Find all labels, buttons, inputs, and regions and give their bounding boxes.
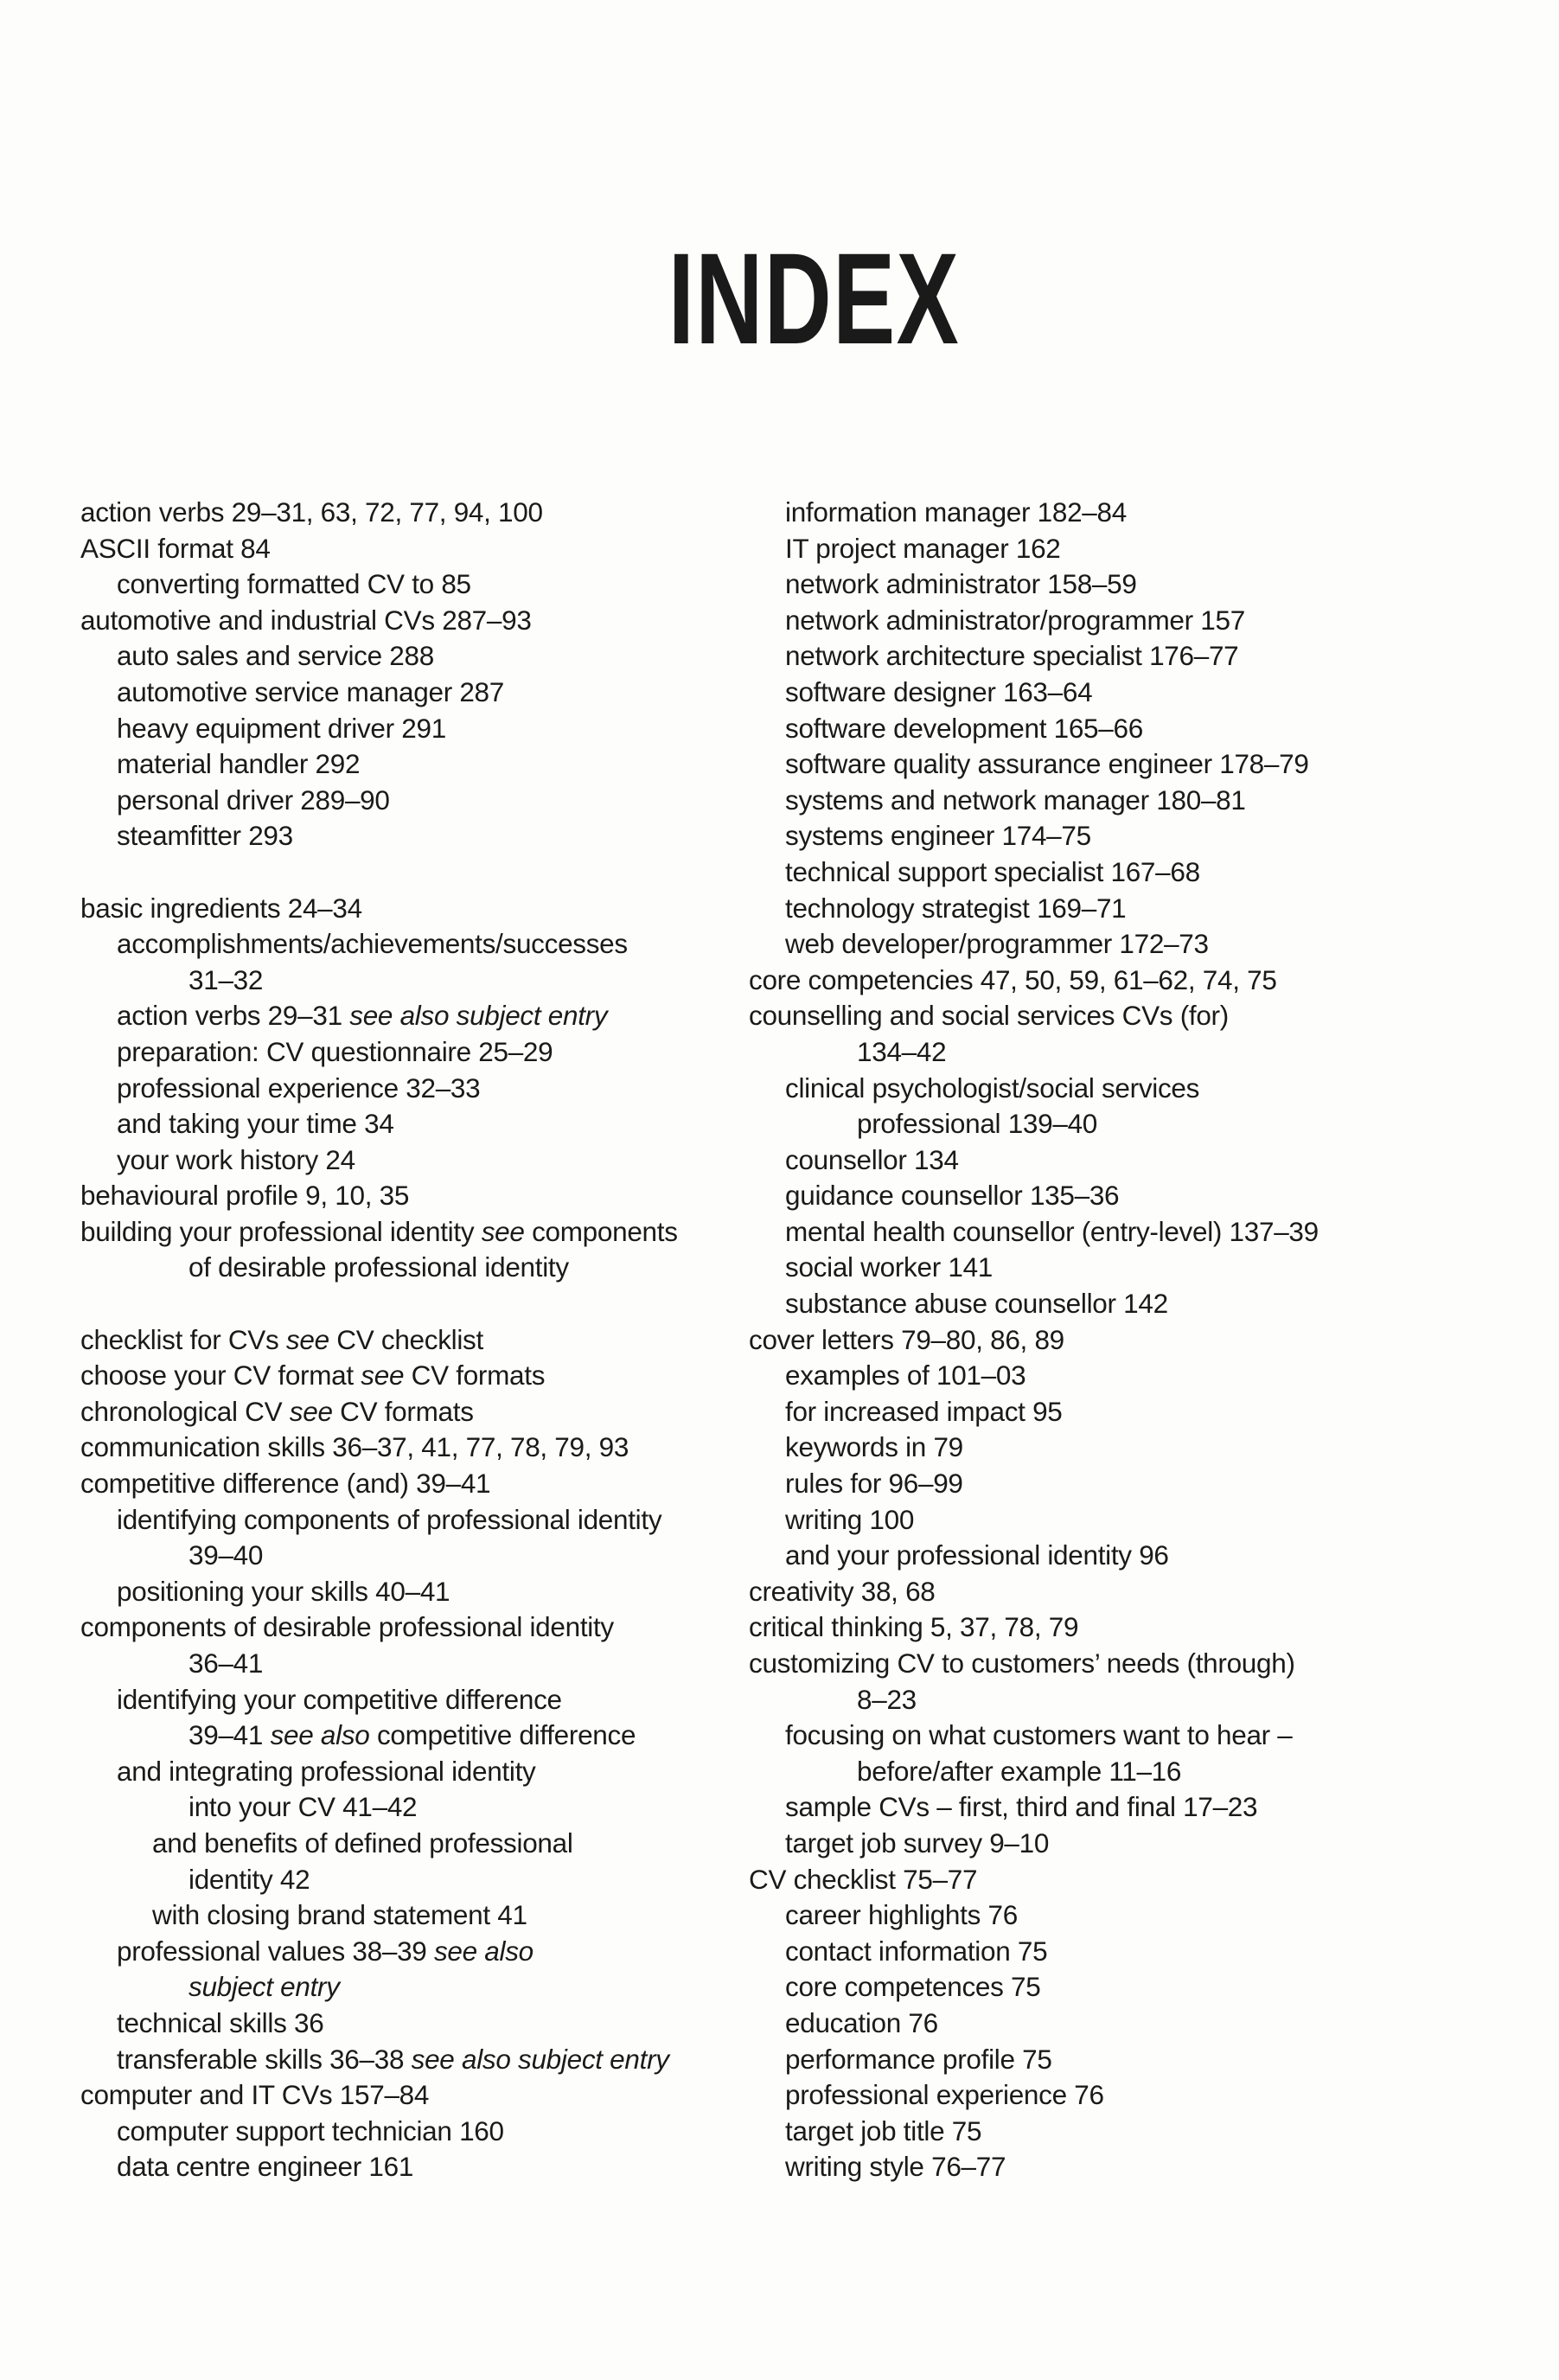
index-subentry [749, 495, 1441, 531]
index-subentry [749, 2006, 1441, 2042]
index-subentry [749, 854, 1441, 891]
entry-text: competitive difference (and) 39–41 [80, 1468, 491, 1500]
index-subentry [749, 1358, 1441, 1394]
index-subentry [80, 1789, 772, 1826]
see-reference: see [361, 1360, 405, 1392]
index-subentry [749, 1106, 1441, 1142]
entry-text: career highlights 76 [785, 1899, 1018, 1931]
entry-text: substance abuse counsellor 142 [785, 1288, 1168, 1320]
entry-text: core competencies 47, 50, 59, 61–62, 74, 75 [749, 963, 1277, 995]
see-target: CV formats [340, 1395, 474, 1427]
index-entry [80, 1430, 772, 1466]
index-subentry [749, 711, 1441, 747]
entry-text: behavioural profile 9, 10, 35 [80, 1180, 410, 1212]
entry-text: communication skills 36–37, 41, 77, 78, 79, 93 [80, 1431, 629, 1463]
index-entry [80, 1609, 772, 1646]
entry-text: 8–23 [857, 1683, 917, 1715]
index-subentry [80, 1574, 772, 1610]
entry-text: and your professional identity 96 [785, 1539, 1169, 1571]
index-subentry [80, 1071, 772, 1107]
page-title: INDEX [668, 226, 961, 371]
entry-text: writing 100 [785, 1503, 915, 1535]
index-subentry [749, 675, 1441, 711]
index-subentry [80, 1502, 772, 1539]
index-subentry [80, 1897, 772, 1934]
index-subentry [80, 675, 772, 711]
index-entry [749, 1322, 1441, 1359]
index-subentry [749, 1142, 1441, 1179]
entry-text: rules for 96–99 [785, 1468, 963, 1500]
entry-text: identity 42 [188, 1863, 310, 1895]
index-subentry [749, 1754, 1441, 1790]
index-subentry [80, 963, 772, 999]
entry-text: focusing on what customers want to hear – [785, 1719, 1293, 1751]
entry-text: technical support specialist 167–68 [785, 855, 1200, 887]
index-subentry [749, 1682, 1441, 1718]
index-entry [749, 1646, 1441, 1682]
index-subentry [749, 1789, 1441, 1826]
see-reference: see also subject entry [349, 1000, 608, 1032]
index-subentry [749, 531, 1441, 567]
entry-text: social worker 141 [785, 1251, 994, 1283]
entry-text: counselling and social services CVs (for) [749, 1000, 1229, 1032]
entry-text: professional experience 76 [785, 2079, 1104, 2111]
entry-text: performance profile 75 [785, 2043, 1052, 2075]
index-subentry [80, 746, 772, 783]
index-subentry [749, 1430, 1441, 1466]
entry-text: preparation: CV questionnaire 25–29 [117, 1035, 553, 1067]
index-subentry [80, 1142, 772, 1179]
entry-text: components of desirable professional identity [80, 1611, 614, 1643]
entry-text: personal driver 289–90 [117, 784, 390, 816]
index-subentry [749, 1897, 1441, 1934]
entry-text: choose your CV format [80, 1360, 354, 1392]
index-subentry [749, 566, 1441, 603]
entry-text: before/after example 11–16 [857, 1755, 1182, 1787]
section-gap [80, 1286, 772, 1322]
index-subentry [80, 2006, 772, 2042]
entry-text: technical skills 36 [117, 2006, 324, 2038]
index-subentry [749, 1071, 1441, 1107]
index-subentry [749, 1934, 1441, 1970]
index-subentry [749, 1286, 1441, 1322]
index-subentry [749, 2149, 1441, 2185]
index-subentry [749, 1502, 1441, 1539]
entry-text: 39–41 [188, 1719, 264, 1751]
entry-text: and integrating professional identity [117, 1755, 536, 1787]
index-subentry [749, 603, 1441, 639]
see-target: components [532, 1215, 678, 1247]
index-entry [80, 891, 772, 927]
index-subentry [80, 1718, 772, 1754]
entry-text: building your professional identity [80, 1215, 475, 1247]
entry-text: 36–41 [188, 1647, 264, 1679]
index-entry [749, 1609, 1441, 1646]
see-reference: see [481, 1215, 525, 1247]
index-entry [80, 1466, 772, 1502]
index-subentry [749, 1214, 1441, 1251]
index-subentry [80, 1682, 772, 1718]
index-entry [80, 531, 772, 567]
entry-text: basic ingredients 24–34 [80, 892, 362, 924]
entry-text: examples of 101–03 [785, 1360, 1026, 1392]
see-reference: subject entry [188, 1971, 340, 2003]
section-gap [80, 854, 772, 891]
index-entry [749, 1862, 1441, 1898]
entry-text: IT project manager 162 [785, 532, 1061, 564]
entry-text: cover letters 79–80, 86, 89 [749, 1323, 1064, 1355]
entry-text: action verbs 29–31, 63, 72, 77, 94, 100 [80, 496, 543, 528]
entry-text: chronological CV [80, 1395, 283, 1427]
index-subentry [749, 1538, 1441, 1574]
entry-text: information manager 182–84 [785, 496, 1127, 528]
see-reference: see [285, 1323, 329, 1355]
index-subentry [749, 746, 1441, 783]
index-subentry [80, 926, 772, 963]
index-subentry [749, 891, 1441, 927]
entry-text: network administrator/programmer 157 [785, 604, 1245, 636]
entry-text: systems engineer 174–75 [785, 820, 1091, 852]
index-entry [80, 603, 772, 639]
entry-text: customizing CV to customers’ needs (through) [749, 1647, 1295, 1679]
entry-text: your work history 24 [117, 1143, 355, 1175]
entry-text: network architecture specialist 176–77 [785, 640, 1239, 672]
entry-text: material handler 292 [117, 748, 361, 780]
entry-text: steamfitter 293 [117, 820, 293, 852]
entry-text: professional experience 32–33 [117, 1072, 481, 1104]
index-subentry [80, 2042, 772, 2078]
index-subentry [749, 638, 1441, 675]
entry-text: 134–42 [857, 1035, 947, 1067]
entry-text: education 76 [785, 2006, 938, 2038]
entry-text: checklist for CVs [80, 1323, 279, 1355]
entry-text: creativity 38, 68 [749, 1575, 936, 1607]
index-entry [80, 1322, 772, 1359]
index-subentry [80, 818, 772, 854]
index-subentry [80, 2114, 772, 2150]
see-reference: see also subject entry [411, 2043, 669, 2075]
index-entry [80, 1214, 772, 1251]
entry-text: clinical psychologist/social services [785, 1072, 1200, 1104]
entry-text: action verbs 29–31 [117, 1000, 342, 1032]
index-subentry [749, 818, 1441, 854]
entry-text: network administrator 158–59 [785, 568, 1137, 600]
index-subentry [80, 1034, 772, 1071]
entry-text: accomplishments/achievements/successes [117, 928, 628, 960]
entry-text: writing style 76–77 [785, 2151, 1006, 2183]
entry-text: CV checklist 75–77 [749, 1863, 978, 1895]
entry-text: software designer 163–64 [785, 675, 1093, 707]
entry-text: into your CV 41–42 [188, 1791, 418, 1823]
index-column-left [80, 495, 772, 2185]
entry-text: auto sales and service 288 [117, 640, 434, 672]
entry-text: technology strategist 169–71 [785, 892, 1127, 924]
index-subentry [749, 1718, 1441, 1754]
index-subentry [80, 1969, 772, 2006]
index-subentry [749, 1826, 1441, 1862]
entry-text: professional values 38–39 [117, 1935, 427, 1967]
index-subentry [749, 2042, 1441, 2078]
index-subentry [749, 1394, 1441, 1430]
index-subentry [80, 1538, 772, 1574]
index-entry [749, 998, 1441, 1034]
entry-text: identifying components of professional identity [117, 1503, 662, 1535]
index-subentry [80, 1646, 772, 1682]
index-subentry [80, 711, 772, 747]
see-target: CV checklist [336, 1323, 483, 1355]
index-subentry [749, 1178, 1441, 1214]
entry-text: automotive service manager 287 [117, 675, 504, 707]
entry-text: identifying your competitive difference [117, 1683, 562, 1715]
index-column-right [749, 495, 1441, 2185]
index-subentry [749, 1466, 1441, 1502]
index-subentry [749, 1969, 1441, 2006]
entry-text: target job survey 9–10 [785, 1827, 1050, 1859]
entry-text: core competences 75 [785, 1971, 1041, 2003]
index-subentry [80, 1106, 772, 1142]
index-subentry [749, 2114, 1441, 2150]
see-reference: see [289, 1395, 333, 1427]
entry-text: data centre engineer 161 [117, 2151, 414, 2183]
entry-text: critical thinking 5, 37, 78, 79 [749, 1611, 1079, 1643]
index-subentry [80, 1826, 772, 1862]
entry-text: 31–32 [188, 963, 264, 995]
index-entry [80, 1178, 772, 1214]
see-target: competitive difference [376, 1719, 636, 1751]
entry-text: computer support technician 160 [117, 2114, 504, 2146]
index-entry [749, 1574, 1441, 1610]
entry-text: sample CVs – first, third and final 17–23 [785, 1791, 1258, 1823]
entry-text: systems and network manager 180–81 [785, 784, 1246, 816]
entry-text: software quality assurance engineer 178–79 [785, 748, 1309, 780]
index-subentry [80, 566, 772, 603]
see-reference: see also [270, 1719, 370, 1751]
entry-text: transferable skills 36–38 [117, 2043, 405, 2075]
index-subentry [80, 998, 772, 1034]
entry-text: contact information 75 [785, 1935, 1048, 1967]
entry-text: and taking your time 34 [117, 1108, 394, 1140]
index-subentry [80, 1862, 772, 1898]
entry-text: ASCII format 84 [80, 532, 271, 564]
index-entry [80, 495, 772, 531]
entry-text: guidance counsellor 135–36 [785, 1180, 1120, 1212]
index-subentry [749, 1034, 1441, 1071]
entry-text: automotive and industrial CVs 287–93 [80, 604, 532, 636]
index-subentry [80, 638, 772, 675]
entry-text: computer and IT CVs 157–84 [80, 2079, 430, 2111]
entry-text: for increased impact 95 [785, 1395, 1063, 1427]
index-entry [80, 1358, 772, 1394]
entry-text: software development 165–66 [785, 712, 1143, 744]
entry-text: positioning your skills 40–41 [117, 1575, 450, 1607]
index-entry [749, 963, 1441, 999]
entry-text: counsellor 134 [785, 1143, 959, 1175]
index-subentry [749, 783, 1441, 819]
index-entry [80, 1394, 772, 1430]
entry-text: of desirable professional identity [188, 1251, 569, 1283]
entry-text: target job title 75 [785, 2114, 982, 2146]
entry-text: converting formatted CV to 85 [117, 568, 471, 600]
index-entry [80, 2077, 772, 2114]
index-subentry [749, 926, 1441, 963]
entry-text: web developer/programmer 172–73 [785, 928, 1209, 960]
entry-text: and benefits of defined professional [152, 1827, 573, 1859]
entry-text: 39–40 [188, 1539, 264, 1571]
see-target: CV formats [411, 1360, 546, 1392]
index-subentry [80, 783, 772, 819]
index-subentry [749, 1250, 1441, 1286]
index-subentry [80, 1754, 772, 1790]
entry-text: mental health counsellor (entry-level) 137–39 [785, 1215, 1319, 1247]
see-reference: see also [433, 1935, 534, 1967]
entry-text: keywords in 79 [785, 1431, 963, 1463]
entry-text: with closing brand statement 41 [152, 1899, 527, 1931]
index-subentry [749, 2077, 1441, 2114]
index-subentry [80, 2149, 772, 2185]
entry-text: heavy equipment driver 291 [117, 712, 446, 744]
entry-text: professional 139–40 [857, 1108, 1098, 1140]
index-subentry [80, 1934, 772, 1970]
index-subentry [80, 1250, 772, 1286]
